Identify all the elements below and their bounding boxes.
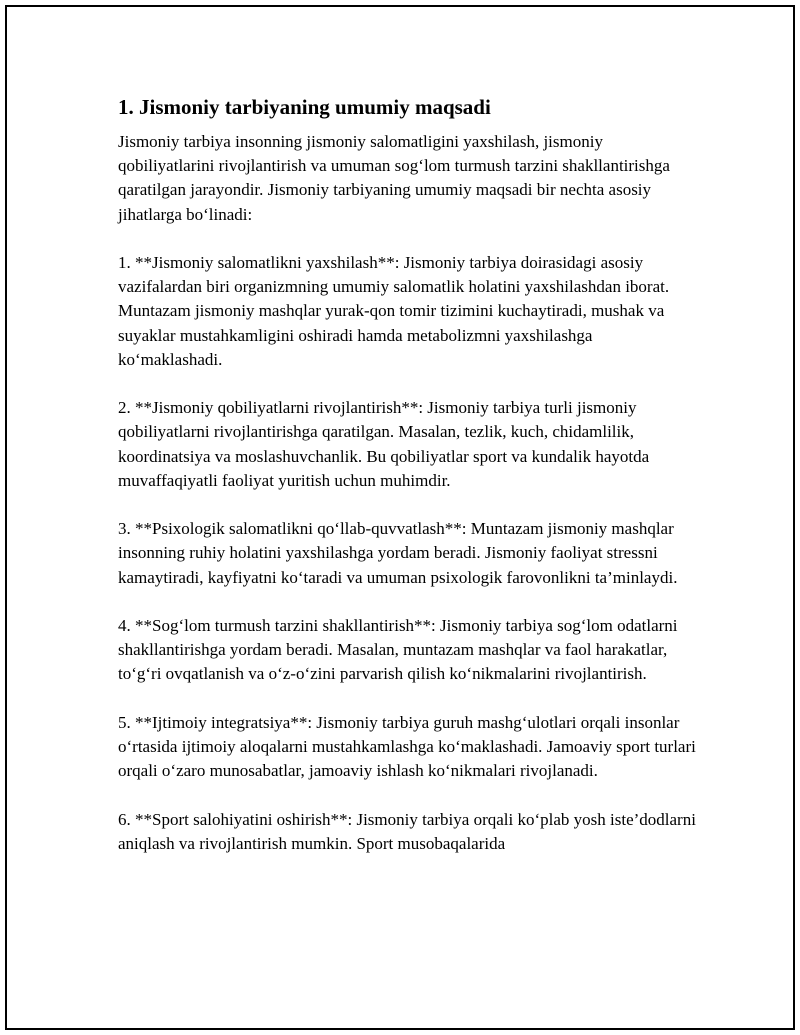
- paragraph-item-5: 5. **Ijtimoiy integratsiya**: Jismoniy tarbiya guruh mashg‘ulotlari orqali insonlar o‘rtasida ijtimoiy aloqalarni mustahkamlashga ko‘maklashadi. Jamoaviy sport turlari orqali o‘zaro munosabatlar, jamoaviy ishlash ko‘nikmalari rivojlanadi.: [118, 712, 696, 781]
- paragraph-item-4: 4. **Sog‘lom turmush tarzini shakllantirish**: Jismoniy tarbiya sog‘lom odatlarni shakllantirishga yordam beradi. Masalan, muntazam mashqlar va faol harakatlar, to‘g‘ri ovqatlanish va o‘z-o‘zini parvarish qilish ko‘nikmalarini rivojlantirish.: [118, 616, 678, 684]
- paragraph-item-2: 2. **Jismoniy qobiliyatlarni rivojlantirish**: Jismoniy tarbiya turli jismoniy qobiliyatlarni rivojlantirishga qaratilgan. Masalan, tezlik, kuch, chidamlilik, koordinatsiya va moslashuvchanlik. Bu qobiliyatlar sport va kundalik hayotda muvaffaqiyatli faoliyat yuritish uchun muhimdir.: [118, 398, 650, 490]
- intro-paragraph: Jismoniy tarbiya insonning jismoniy salomatligini yaxshilash, jismoniy qobiliyatlarini rivojlantirish va umuman sog‘lom turmush tarzini shakllantirishga qaratilgan jarayondir. Jismoniy tarbiyaning umumiy maqsadi bir nechta asosiy jihatlarga bo‘linadi:: [118, 132, 670, 224]
- document-body: [118, 94, 698, 880]
- paragraph-item-3: 3. **Psixologik salomatlikni qo‘llab-quvvatlash**: Muntazam jismoniy mashqlar insonning ruhiy holatini yaxshilashga yordam beradi. Jismoniy faoliyat stressni kamaytiradi, kayfiyatni ko‘taradi va umuman psixologik farovonlikni ta’minlaydi.: [118, 519, 678, 587]
- paragraph-item-6: 6. **Sport salohiyatini oshirish**: Jismoniy tarbiya orqali ko‘plab yosh iste’dodlarni aniqlash va rivojlantirish mumkin. Sport musobaqalarida: [118, 809, 696, 853]
- section-heading: 1. Jismoniy tarbiyaning umumiy maqsadi: [118, 95, 491, 119]
- paragraph-item-1: 1. **Jismoniy salomatlikni yaxshilash**: Jismoniy tarbiya doirasidagi asosiy vazifalardan biri organizmning umumiy salomatlik holatini yaxshilashdan iborat. Muntazam jismoniy mashqlar yurak-qon tomir tizimini kuchaytiradi, mushak va suyaklar mustahkamligini oshiradi hamda metabolizmni yaxshilashga ko‘maklashadi.: [118, 253, 670, 369]
